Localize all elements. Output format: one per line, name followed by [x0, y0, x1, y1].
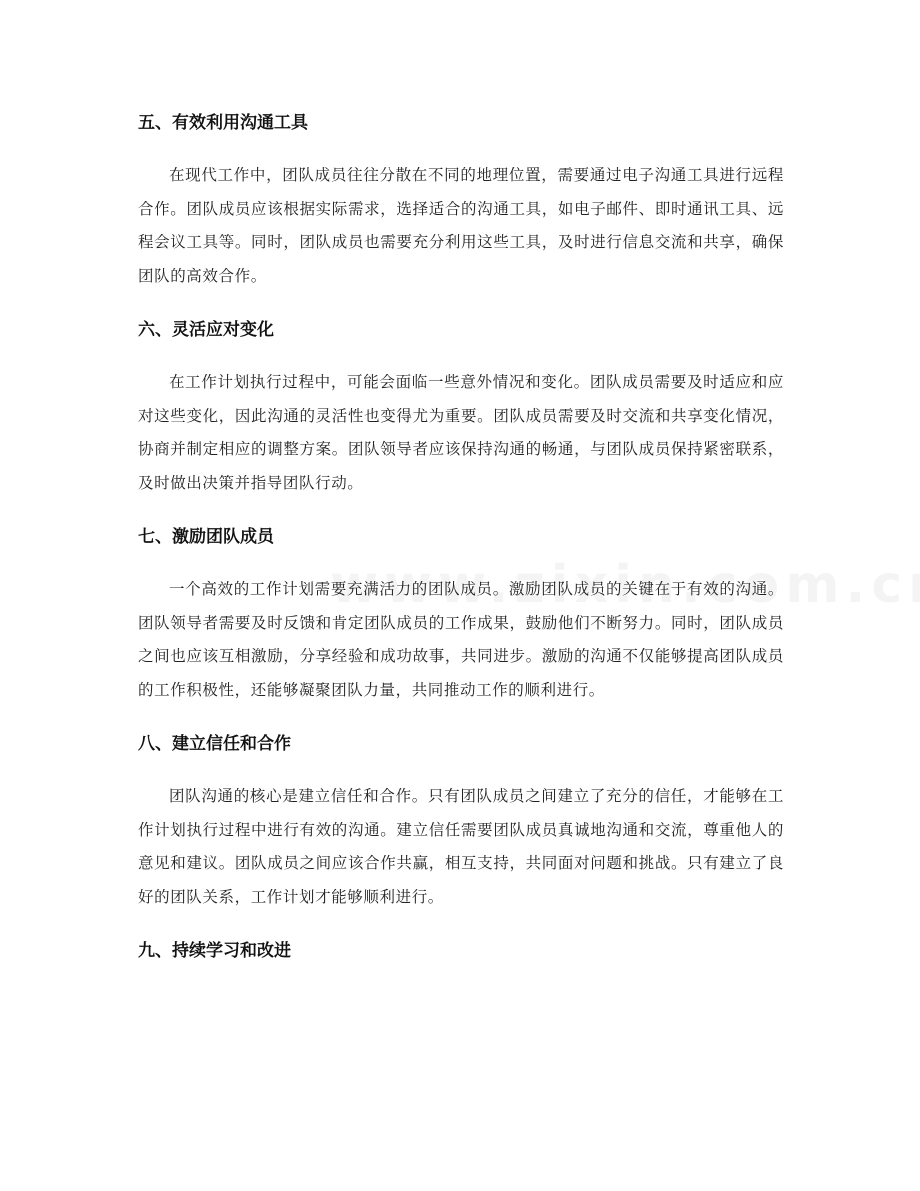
section-heading: 五、有效利用沟通工具: [138, 113, 308, 133]
section-heading: 八、建立信任和合作: [138, 734, 291, 754]
section-paragraph: 一个高效的工作计划需要充满活力的团队成员。激励团队成员的关键在于有效的沟通。团队领导者需要及时反馈和肯定团队成员的工作成果，鼓励他们不断努力。同时，团队成员之间也应该互相激励，分享经验和成功故事，共同进步。激励的沟通不仅能够提高团队成员的工作积极性，还能够凝聚团队力量，共同推动工作的顺利进行。: [138, 580, 784, 699]
document-body: [138, 106, 784, 968]
section-heading: 七、激励团队成员: [138, 527, 274, 547]
section-paragraph: 在工作计划执行过程中，可能会面临一些意外情况和变化。团队成员需要及时适应和应对这些变化，因此沟通的灵活性也变得尤为重要。团队成员需要及时交流和共享变化情况，协商并制定相应的调整方案。团队领导者应该保持沟通的畅通，与团队成员保持紧密联系，及时做出决策并指导团队行动。: [138, 373, 784, 492]
section-8: [138, 727, 784, 914]
section-paragraph: 团队沟通的核心是建立信任和合作。只有团队成员之间建立了充分的信任，才能够在工作计划执行过程中进行有效的沟通。建立信任需要团队成员真诚地沟通和交流，尊重他人的意见和建议。团队成员之间应该合作共赢，相互支持，共同面对问题和挑战。只有建立了良好的团队关系，工作计划才能够顺利进行。: [138, 787, 784, 906]
section-9: [138, 934, 784, 968]
section-paragraph: 在现代工作中，团队成员往往分散在不同的地理位置，需要通过电子沟通工具进行远程合作。团队成员应该根据实际需求，选择适合的沟通工具，如电子邮件、即时通讯工具、远程会议工具等。同时，团队成员也需要充分利用这些工具，及时进行信息交流和共享，确保团队的高效合作。: [138, 166, 784, 285]
section-5: [138, 106, 784, 293]
section-heading: 九、持续学习和改进: [138, 941, 291, 961]
section-7: [138, 520, 784, 707]
section-heading: 六、灵活应对变化: [138, 320, 274, 340]
section-6: [138, 313, 784, 500]
